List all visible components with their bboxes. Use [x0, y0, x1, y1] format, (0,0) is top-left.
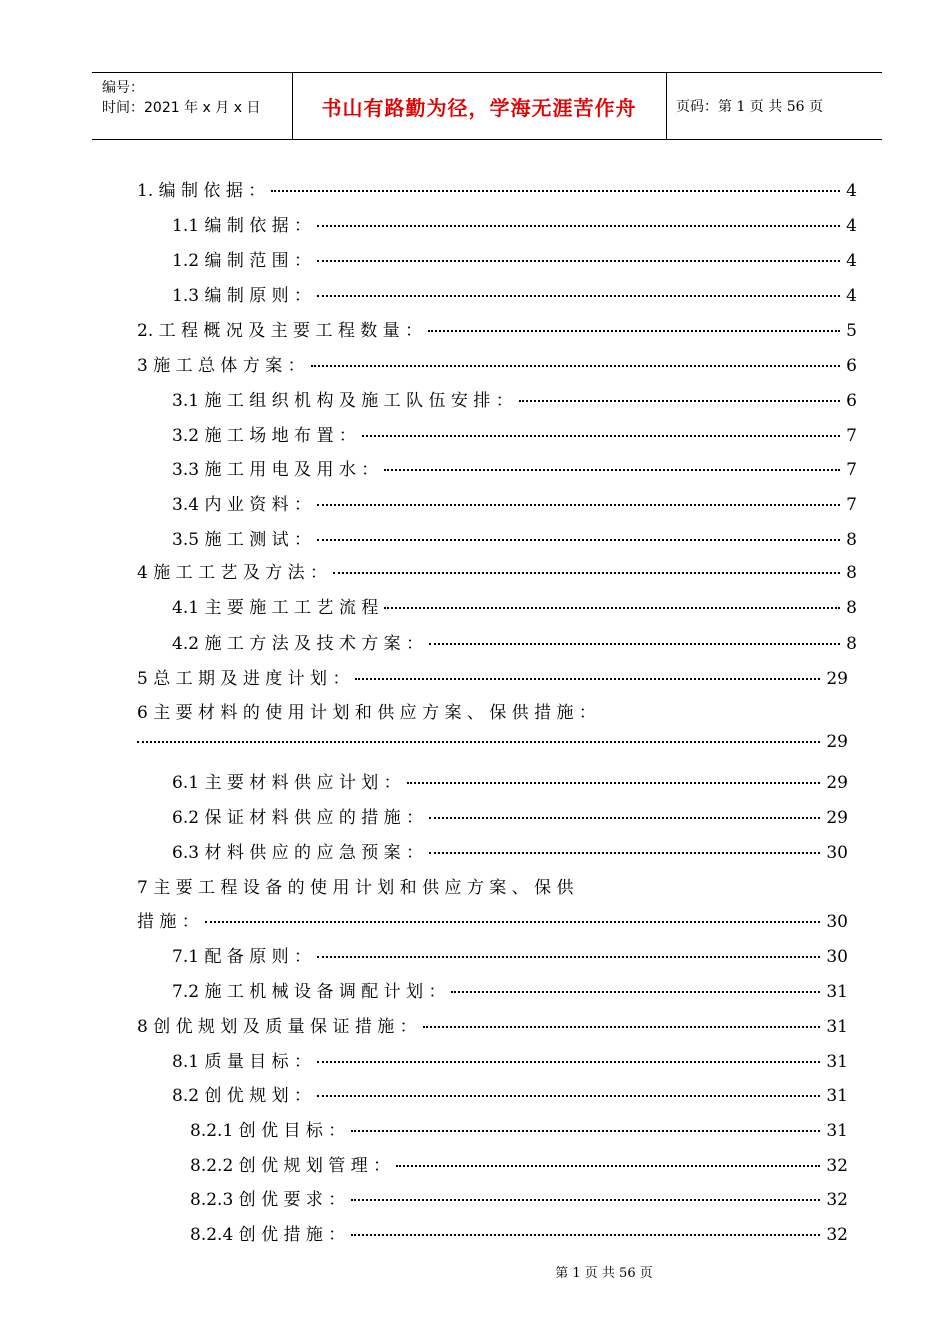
toc-leader — [519, 400, 840, 402]
toc-entry[interactable] — [137, 351, 857, 375]
toc-leader — [429, 852, 820, 854]
toc-entry-page: 4 — [846, 286, 857, 306]
toc-entry-page: 32 — [826, 1156, 848, 1176]
toc-entry-page: 31 — [826, 982, 848, 1002]
toc-entry[interactable] — [172, 942, 848, 966]
toc-leader — [317, 539, 840, 541]
toc-leader — [396, 1165, 820, 1167]
toc-entry-page: 7 — [846, 495, 857, 515]
toc-leader — [351, 1199, 820, 1201]
toc-leader — [317, 956, 820, 958]
toc-entry-label: 8.1 质 量 目 标 ： — [172, 1052, 312, 1072]
toc-entry[interactable] — [172, 281, 857, 305]
toc-entry-page: 5 — [846, 321, 857, 341]
toc-entry-page: 31 — [826, 1017, 848, 1037]
toc-leader — [317, 225, 840, 227]
toc-entry-page: 31 — [826, 1086, 848, 1106]
toc-entry[interactable] — [172, 838, 848, 862]
toc-entry[interactable] — [172, 629, 857, 653]
toc-entry-label: 3.2 施 工 场 地 布 置 ： — [172, 426, 356, 446]
toc-entry-label: 1.3 编 制 原 则 ： — [172, 286, 312, 306]
toc-entry-page: 4 — [846, 181, 857, 201]
toc-entry-page: 4 — [846, 251, 857, 271]
footer-page-number: 第 1 页 共 56 页 — [555, 1266, 653, 1281]
toc-entry-page: 8 — [846, 530, 857, 550]
toc-entry-label: 4 施 工 工 艺 及 方 法 ： — [137, 563, 328, 583]
document-time-label: 时间：2021 年 x 月 x 日 — [102, 100, 261, 116]
toc-entry[interactable] — [172, 768, 848, 792]
toc-entry[interactable] — [172, 455, 857, 479]
toc-entry[interactable] — [137, 907, 848, 931]
toc-leader — [429, 643, 840, 645]
toc-entry-label: 7.2 施 工 机 械 设 备 调 配 计 划 ： — [172, 982, 446, 1002]
toc-entry[interactable] — [172, 977, 848, 1001]
toc-entry-page: 29 — [826, 732, 848, 752]
toc-leader — [317, 1061, 820, 1063]
toc-entry-label: 措 施 ： — [137, 912, 199, 932]
document-number-label: 编号： — [102, 80, 144, 96]
toc-entry-page: 29 — [826, 669, 848, 689]
toc-entry-page: 8 — [846, 563, 857, 583]
toc-entry-page: 8 — [846, 634, 857, 654]
toc-entry[interactable] — [190, 1220, 848, 1244]
toc-entry-label: 3.1 施 工 组 织 机 构 及 施 工 队 伍 安 排 ： — [172, 391, 513, 411]
toc-entry-page: 29 — [826, 808, 848, 828]
toc-leader — [317, 1095, 820, 1097]
toc-entry-page: 6 — [846, 356, 857, 376]
toc-entry-label: 4.2 施 工 方 法 及 技 术 方 案 ： — [172, 634, 424, 654]
toc-entry-label: 2. 工 程 概 况 及 主 要 工 程 数 量 ： — [137, 321, 423, 341]
toc-entry[interactable] — [172, 211, 857, 235]
toc-entry[interactable] — [172, 386, 857, 410]
toc-entry-page: 30 — [826, 912, 848, 932]
toc-entry-label: 8 创 优 规 划 及 质 量 保 证 措 施 ： — [137, 1017, 417, 1037]
toc-leader — [137, 741, 820, 743]
toc-entry-label: 1.1 编 制 依 据 ： — [172, 216, 312, 236]
toc-entry[interactable] — [190, 1151, 848, 1175]
toc-leader — [351, 1130, 820, 1132]
toc-leader — [311, 365, 841, 367]
toc-entry-label: 3.3 施 工 用 电 及 用 水 ： — [172, 460, 379, 480]
toc-entry-label: 4.1 主 要 施 工 工 艺 流 程 — [172, 598, 379, 618]
toc-entry-label: 3.4 内 业 资 料 ： — [172, 495, 312, 515]
toc-entry-label: 6.3 材 料 供 应 的 应 急 预 案 ： — [172, 843, 424, 863]
toc-entry-page: 31 — [826, 1121, 848, 1141]
toc-leader — [205, 921, 821, 923]
toc-entry-page: 7 — [846, 426, 857, 446]
toc-leader — [355, 678, 820, 680]
toc-entry-wrapped-label[interactable]: 7 主 要 工 程 设 备 的 使 用 计 划 和 供 应 方 案 、 保 供 — [137, 878, 574, 898]
toc-leader — [429, 817, 820, 819]
toc-leader — [407, 782, 821, 784]
toc-entry[interactable] — [172, 525, 857, 549]
toc-entry[interactable] — [190, 1116, 848, 1140]
toc-entry-page: 8 — [846, 598, 857, 618]
toc-entry[interactable] — [137, 732, 848, 756]
toc-leader — [423, 1026, 821, 1028]
header-page-label: 页码：第 1 页 共 56 页 — [676, 99, 823, 115]
toc-entry-label: 8.2.4 创 优 措 施 ： — [190, 1225, 346, 1245]
toc-entry-label: 7.1 配 备 原 则 ： — [172, 947, 312, 967]
toc-entry-label: 5 总 工 期 及 进 度 计 划 ： — [137, 669, 350, 689]
toc-leader — [362, 435, 840, 437]
toc-leader — [317, 295, 840, 297]
toc-entry-label: 3 施 工 总 体 方 案 ： — [137, 356, 305, 376]
toc-entry-page: 7 — [846, 460, 857, 480]
toc-entry-label: 8.2.3 创 优 要 求 ： — [190, 1190, 346, 1210]
toc-entry-page: 30 — [826, 947, 848, 967]
toc-entry[interactable] — [172, 490, 857, 514]
toc-leader — [451, 991, 820, 993]
toc-entry[interactable] — [137, 558, 857, 582]
toc-entry-page: 32 — [826, 1225, 848, 1245]
toc-entry[interactable] — [172, 1081, 848, 1105]
toc-leader — [317, 260, 840, 262]
page-footer — [0, 1262, 950, 1281]
toc-entry-page: 6 — [846, 391, 857, 411]
toc-leader — [384, 469, 840, 471]
toc-entry-page: 30 — [826, 843, 848, 863]
toc-entry-label: 8.2.1 创 优 目 标 ： — [190, 1121, 346, 1141]
toc-entry[interactable] — [172, 803, 848, 827]
toc-entry[interactable] — [172, 593, 857, 617]
toc-leader — [271, 190, 840, 192]
toc-leader — [428, 330, 840, 332]
toc-entry-label: 8.2.2 创 优 规 划 管 理 ： — [190, 1156, 391, 1176]
toc-entry[interactable] — [172, 1047, 848, 1071]
toc-entry[interactable] — [137, 664, 848, 688]
toc-entry-label: 3.5 施 工 测 试 ： — [172, 530, 312, 550]
toc-entry[interactable] — [172, 421, 857, 445]
toc-entry[interactable] — [172, 246, 857, 270]
toc-entry[interactable] — [137, 176, 857, 200]
toc-entry-page: 32 — [826, 1190, 848, 1210]
toc-entry-wrapped-label[interactable]: 6 主 要 材 料 的 使 用 计 划 和 供 应 方 案 、 保 供 措 施 ： — [137, 703, 596, 723]
toc-entry-label: 1.2 编 制 范 围 ： — [172, 251, 312, 271]
motto-text: 书山有路勤为径，学海无涯苦作舟 — [321, 95, 637, 120]
toc-entry-page: 29 — [826, 773, 848, 793]
toc-entry-page: 4 — [846, 216, 857, 236]
toc-entry[interactable] — [137, 316, 857, 340]
toc-leader — [333, 572, 840, 574]
toc-entry-label: 6.1 主 要 材 料 供 应 计 划 ： — [172, 773, 401, 793]
toc-entry[interactable] — [137, 1012, 848, 1036]
toc-entry-label: 8.2 创 优 规 划 ： — [172, 1086, 312, 1106]
toc-leader — [351, 1234, 820, 1236]
toc-leader — [384, 607, 840, 609]
toc-entry-label: 1. 编 制 依 据 ： — [137, 181, 266, 201]
toc-entry-label: 6.2 保 证 材 料 供 应 的 措 施 ： — [172, 808, 424, 828]
toc-entry[interactable] — [190, 1185, 848, 1209]
toc-entry-page: 31 — [826, 1052, 848, 1072]
toc-leader — [317, 504, 840, 506]
